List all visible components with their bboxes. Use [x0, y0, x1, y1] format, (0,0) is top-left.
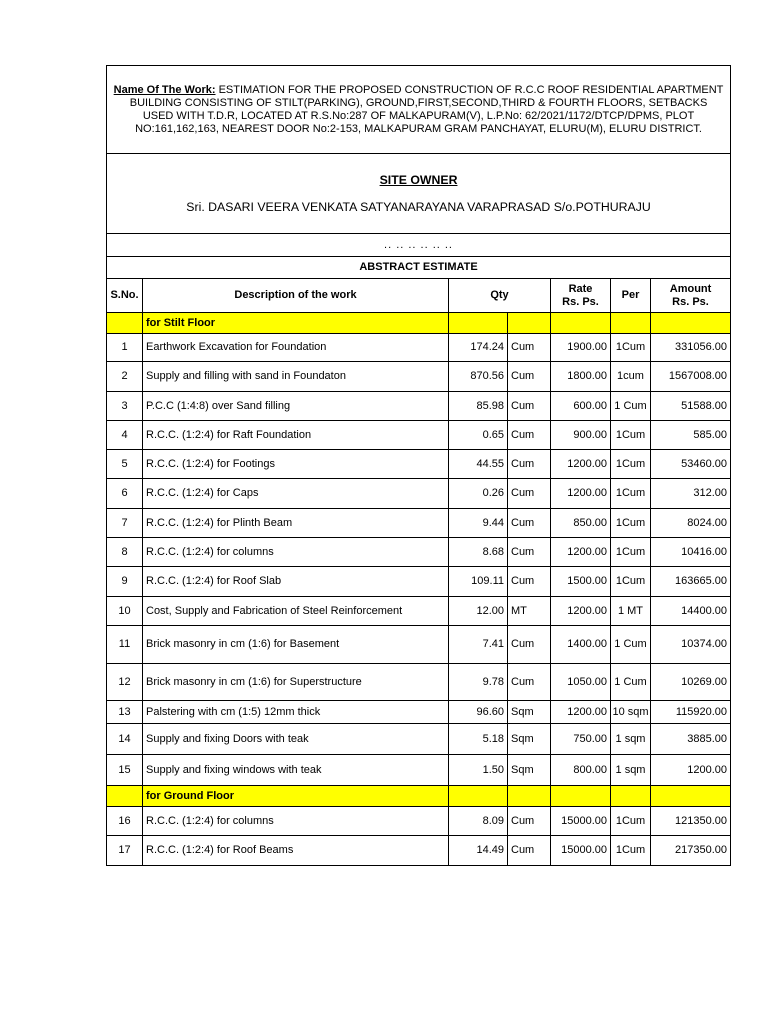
item-sno: 10: [107, 597, 143, 626]
item-unit: Sqm: [508, 755, 551, 786]
item-qty: 1.50: [449, 755, 508, 786]
item-qty: 44.55: [449, 450, 508, 479]
item-description: R.C.C. (1:2:4) for Roof Slab: [143, 567, 449, 597]
item-description: R.C.C. (1:2:4) for Roof Beams: [143, 836, 449, 866]
section-label: for Ground Floor: [143, 786, 449, 807]
item-unit: Cum: [508, 334, 551, 362]
section-empty-cell: [651, 786, 731, 807]
item-sno: 5: [107, 450, 143, 479]
item-sno: 9: [107, 567, 143, 597]
item-sno: 2: [107, 362, 143, 392]
table-row: [107, 755, 731, 786]
item-per: 1Cum: [611, 836, 651, 866]
item-unit: Sqm: [508, 701, 551, 724]
item-description: R.C.C. (1:2:4) for Caps: [143, 479, 449, 509]
work-name-cell: [107, 66, 731, 154]
item-amount: 121350.00: [651, 807, 731, 836]
item-amount: 331056.00: [651, 334, 731, 362]
section-row: [107, 313, 731, 334]
item-rate: 1200.00: [551, 538, 611, 567]
item-rate: 750.00: [551, 724, 611, 755]
table-row: [107, 421, 731, 450]
item-per: 1Cum: [611, 567, 651, 597]
item-rate: 600.00: [551, 392, 611, 421]
item-amount: 10416.00: [651, 538, 731, 567]
site-owner-cell: [107, 154, 731, 234]
item-per: 1 MT: [611, 597, 651, 626]
item-qty: 109.11: [449, 567, 508, 597]
item-per: 1 Cum: [611, 664, 651, 701]
abstract-title-row: [107, 257, 731, 279]
abstract-estimate-title: ABSTRACT ESTIMATE: [107, 257, 731, 279]
item-rate: 1200.00: [551, 701, 611, 724]
item-description: R.C.C. (1:2:4) for Footings: [143, 450, 449, 479]
item-amount: 53460.00: [651, 450, 731, 479]
col-sno-header: S.No.: [107, 279, 143, 313]
col-per-header: Per: [611, 279, 651, 313]
table-row: [107, 701, 731, 724]
item-rate: 1800.00: [551, 362, 611, 392]
item-amount: 1200.00: [651, 755, 731, 786]
item-rate: 1200.00: [551, 597, 611, 626]
item-unit: Sqm: [508, 724, 551, 755]
section-empty-cell: [508, 313, 551, 334]
item-qty: 7.41: [449, 626, 508, 664]
dots-row: [107, 234, 731, 257]
item-description: Cost, Supply and Fabrication of Steel Reinforcement: [143, 597, 449, 626]
item-rate: 800.00: [551, 755, 611, 786]
item-rate: 1500.00: [551, 567, 611, 597]
item-description: Brick masonry in cm (1:6) for Basement: [143, 626, 449, 664]
item-rate: 15000.00: [551, 807, 611, 836]
item-amount: 14400.00: [651, 597, 731, 626]
item-qty: 870.56: [449, 362, 508, 392]
item-amount: 3885.00: [651, 724, 731, 755]
item-description: Brick masonry in cm (1:6) for Superstructure: [143, 664, 449, 701]
item-unit: Cum: [508, 509, 551, 538]
item-per: 1Cum: [611, 421, 651, 450]
item-unit: Cum: [508, 479, 551, 509]
item-amount: 10374.00: [651, 626, 731, 664]
item-per: 1Cum: [611, 538, 651, 567]
item-sno: 14: [107, 724, 143, 755]
section-empty-cell: [508, 786, 551, 807]
table-row: [107, 392, 731, 421]
column-header-row: [107, 279, 731, 313]
item-rate: 1200.00: [551, 450, 611, 479]
dots-cell: .. .. .. .. .. ..: [107, 234, 731, 257]
item-description: R.C.C. (1:2:4) for Raft Foundation: [143, 421, 449, 450]
table-body: [107, 66, 731, 866]
item-description: Earthwork Excavation for Foundation: [143, 334, 449, 362]
item-unit: Cum: [508, 450, 551, 479]
col-description-header: Description of the work: [143, 279, 449, 313]
table-row: [107, 538, 731, 567]
item-description: Palstering with cm (1:5) 12mm thick: [143, 701, 449, 724]
item-per: 1 Cum: [611, 626, 651, 664]
item-qty: 8.68: [449, 538, 508, 567]
item-unit: Cum: [508, 807, 551, 836]
item-unit: Cum: [508, 626, 551, 664]
item-unit: MT: [508, 597, 551, 626]
table-row: [107, 664, 731, 701]
item-sno: 4: [107, 421, 143, 450]
item-unit: Cum: [508, 567, 551, 597]
item-qty: 9.44: [449, 509, 508, 538]
item-rate: 1400.00: [551, 626, 611, 664]
item-qty: 85.98: [449, 392, 508, 421]
section-row: [107, 786, 731, 807]
work-name-label: Name Of The Work:: [113, 83, 216, 96]
table-row: [107, 479, 731, 509]
item-per: 1Cum: [611, 479, 651, 509]
item-qty: 0.65: [449, 421, 508, 450]
item-description: Supply and fixing Doors with teak: [143, 724, 449, 755]
item-per: 1cum: [611, 362, 651, 392]
section-empty-cell: [551, 786, 611, 807]
section-empty-cell: [611, 786, 651, 807]
item-amount: 217350.00: [651, 836, 731, 866]
site-owner-heading: SITE OWNER: [379, 172, 458, 187]
item-sno: 1: [107, 334, 143, 362]
section-empty-cell: [449, 313, 508, 334]
item-sno: 16: [107, 807, 143, 836]
col-amount-header: Amount Rs. Ps.: [651, 279, 731, 313]
item-rate: 900.00: [551, 421, 611, 450]
item-sno: 13: [107, 701, 143, 724]
table-row: [107, 626, 731, 664]
item-description: P.C.C (1:4:8) over Sand filling: [143, 392, 449, 421]
item-qty: 12.00: [449, 597, 508, 626]
table-row: [107, 597, 731, 626]
abstract-estimate-table: [106, 65, 731, 866]
item-amount: 585.00: [651, 421, 731, 450]
item-unit: Cum: [508, 538, 551, 567]
item-amount: 1567008.00: [651, 362, 731, 392]
item-qty: 14.49: [449, 836, 508, 866]
work-name-row: [107, 66, 731, 154]
table-row: [107, 450, 731, 479]
section-label: for Stilt Floor: [143, 313, 449, 334]
item-sno: 12: [107, 664, 143, 701]
item-sno: 15: [107, 755, 143, 786]
item-sno: 6: [107, 479, 143, 509]
item-per: 1 sqm: [611, 755, 651, 786]
item-unit: Cum: [508, 362, 551, 392]
item-rate: 850.00: [551, 509, 611, 538]
item-rate: 1900.00: [551, 334, 611, 362]
item-per: 1Cum: [611, 807, 651, 836]
item-qty: 174.24: [449, 334, 508, 362]
item-description: R.C.C. (1:2:4) for columns: [143, 807, 449, 836]
item-qty: 96.60: [449, 701, 508, 724]
table-row: [107, 807, 731, 836]
section-empty-cell: [651, 313, 731, 334]
site-owner-name: Sri. DASARI VEERA VENKATA SATYANARAYANA VARAPRASAD S/o.POTHURAJU: [186, 199, 651, 214]
item-sno: 11: [107, 626, 143, 664]
item-description: R.C.C. (1:2:4) for columns: [143, 538, 449, 567]
item-sno: 8: [107, 538, 143, 567]
item-amount: 10269.00: [651, 664, 731, 701]
item-per: 1 Cum: [611, 392, 651, 421]
item-qty: 0.26: [449, 479, 508, 509]
table-row: [107, 334, 731, 362]
table-row: [107, 362, 731, 392]
item-per: 1Cum: [611, 334, 651, 362]
item-unit: Cum: [508, 664, 551, 701]
table-row: [107, 509, 731, 538]
item-amount: 312.00: [651, 479, 731, 509]
table-row: [107, 836, 731, 866]
item-per: 1 sqm: [611, 724, 651, 755]
item-qty: 9.78: [449, 664, 508, 701]
item-amount: 8024.00: [651, 509, 731, 538]
item-rate: 1050.00: [551, 664, 611, 701]
section-empty-cell: [449, 786, 508, 807]
col-rate-header: Rate Rs. Ps.: [551, 279, 611, 313]
item-qty: 8.09: [449, 807, 508, 836]
section-empty-cell: [107, 313, 143, 334]
site-owner-row: [107, 154, 731, 234]
section-empty-cell: [107, 786, 143, 807]
item-unit: Cum: [508, 421, 551, 450]
item-unit: Cum: [508, 392, 551, 421]
item-qty: 5.18: [449, 724, 508, 755]
item-description: Supply and filling with sand in Foundaton: [143, 362, 449, 392]
item-amount: 115920.00: [651, 701, 731, 724]
item-amount: 51588.00: [651, 392, 731, 421]
work-name-text: ESTIMATION FOR THE PROPOSED CONSTRUCTION OF R.C.C ROOF RESIDENTIAL APARTMENT BUILDING CONSISTING OF STILT(PARKING), GROUND,FIRST,SECOND,THIRD & FOURTH FLOORS, SETBACKS USED WITH T.D.R, LOCATED AT R.S.No:287 OF MALKAPURAM(V), L.P.No: 62/2021/1172/DTCP/DPMS, PLOT NO:161,162,163, NEAREST DOOR No:2-153, MALKAPURAM GRAM PANCHAYAT, ELURU(M), ELURU DISTRICT.: [129, 83, 724, 135]
section-empty-cell: [551, 313, 611, 334]
item-description: R.C.C. (1:2:4) for Plinth Beam: [143, 509, 449, 538]
item-sno: 7: [107, 509, 143, 538]
item-amount: 163665.00: [651, 567, 731, 597]
item-sno: 3: [107, 392, 143, 421]
item-rate: 15000.00: [551, 836, 611, 866]
item-per: 1Cum: [611, 509, 651, 538]
item-unit: Cum: [508, 836, 551, 866]
item-per: 10 sqm: [611, 701, 651, 724]
section-empty-cell: [611, 313, 651, 334]
item-description: Supply and fixing windows with teak: [143, 755, 449, 786]
table-row: [107, 567, 731, 597]
item-per: 1Cum: [611, 450, 651, 479]
item-sno: 17: [107, 836, 143, 866]
col-qty-header: Qty: [449, 279, 551, 313]
item-rate: 1200.00: [551, 479, 611, 509]
table-row: [107, 724, 731, 755]
